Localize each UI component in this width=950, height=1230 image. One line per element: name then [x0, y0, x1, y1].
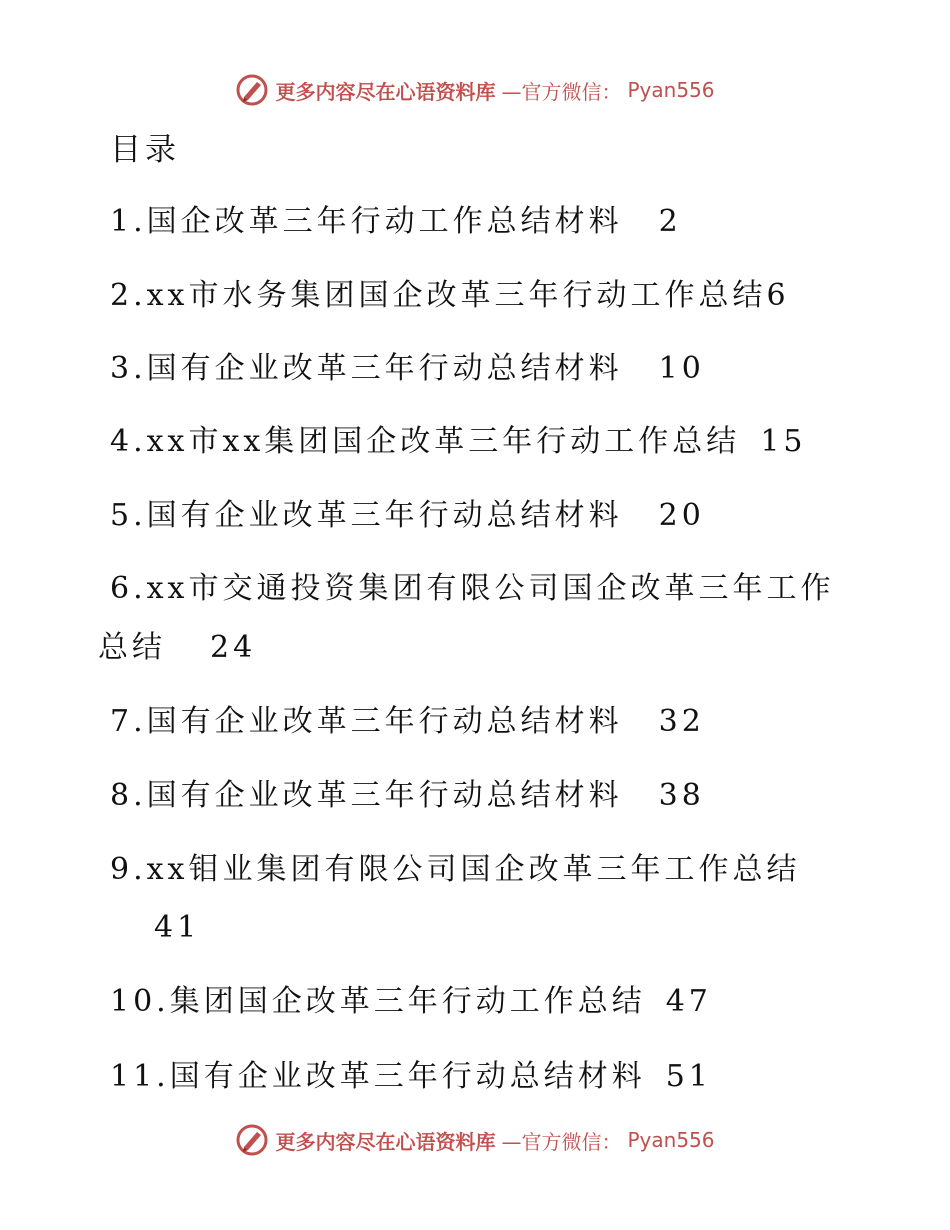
- entry-page: 51: [665, 1059, 712, 1094]
- entry-number: 1.: [110, 204, 147, 239]
- entry-number: 4.: [110, 424, 147, 459]
- toc-title: 目录: [110, 132, 180, 168]
- toc-entry-10[interactable]: [110, 982, 712, 1022]
- entry-title: 国有企业改革三年行动总结材料: [146, 498, 623, 533]
- entry-number: 10.: [110, 984, 170, 1019]
- entry-title: 国有企业改革三年行动总结材料: [146, 351, 623, 386]
- pen-logo-icon: [235, 73, 269, 107]
- watermark-text: 更多内容尽在心语资料库: [275, 1129, 496, 1154]
- entry-page: 38: [658, 778, 705, 813]
- entry-title: 国有企业改革三年行动总结材料: [146, 778, 623, 813]
- entry-page: 47: [665, 984, 712, 1019]
- toc-entry-8[interactable]: [110, 776, 705, 816]
- entry-number: 7.: [110, 704, 147, 739]
- pen-logo-icon: [235, 1123, 269, 1157]
- entry-number: 9.: [110, 852, 147, 887]
- entry-number: 8.: [110, 778, 147, 813]
- watermark-separator: —官方微信：: [501, 1129, 622, 1154]
- entry-title: xx市xx集团国企改革三年行动工作总结: [146, 424, 741, 459]
- toc-entry-2[interactable]: [110, 276, 790, 316]
- entry-number: 5.: [110, 498, 147, 533]
- entry-number: 11.: [110, 1059, 170, 1094]
- entry-page: 2: [658, 204, 682, 239]
- entry-page: 15: [760, 424, 807, 459]
- entry-title: xx市水务集团国企改革三年行动工作总结: [146, 278, 767, 313]
- toc-entry-5[interactable]: [110, 496, 705, 536]
- watermark-text: 更多内容尽在心语资料库: [275, 79, 496, 104]
- toc-entry-4[interactable]: [110, 422, 807, 462]
- entry-title: 集团国企改革三年行动工作总结: [169, 984, 646, 1019]
- watermark-wechat-id: Pyan556: [627, 1128, 715, 1152]
- toc-entry-6-continuation[interactable]: [98, 628, 256, 668]
- entry-page: 6: [766, 278, 790, 313]
- entry-page: 41: [154, 910, 201, 945]
- header-watermark: [0, 70, 950, 110]
- entry-title: 国有企业改革三年行动总结材料: [169, 1059, 646, 1094]
- entry-page: 20: [658, 498, 705, 533]
- entry-number: 6.: [110, 571, 147, 606]
- toc-entry-3[interactable]: [110, 349, 705, 389]
- watermark-wechat-id: Pyan556: [627, 78, 715, 102]
- entry-title: 国有企业改革三年行动总结材料: [146, 704, 623, 739]
- entry-page: 24: [210, 630, 257, 665]
- watermark-separator: —官方微信：: [501, 79, 622, 104]
- entry-page: 32: [658, 704, 705, 739]
- entry-page: 10: [658, 351, 705, 386]
- entry-title: 国企改革三年行动工作总结材料: [146, 204, 623, 239]
- toc-entry-1[interactable]: [110, 202, 682, 242]
- toc-entry-9[interactable]: [110, 850, 800, 890]
- toc-entry-9-continuation[interactable]: [154, 908, 200, 948]
- toc-entry-11[interactable]: [110, 1057, 712, 1097]
- entry-number: 3.: [110, 351, 147, 386]
- footer-watermark: [0, 1120, 950, 1160]
- toc-entry-7[interactable]: [110, 702, 705, 742]
- entry-title: xx钼业集团有限公司国企改革三年工作总结: [146, 852, 801, 887]
- entry-number: 2.: [110, 278, 147, 313]
- entry-title: xx市交通投资集团有限公司国企改革三年工作: [146, 571, 835, 606]
- toc-entry-6[interactable]: [110, 569, 834, 609]
- entry-title-continuation: 总结: [98, 630, 166, 665]
